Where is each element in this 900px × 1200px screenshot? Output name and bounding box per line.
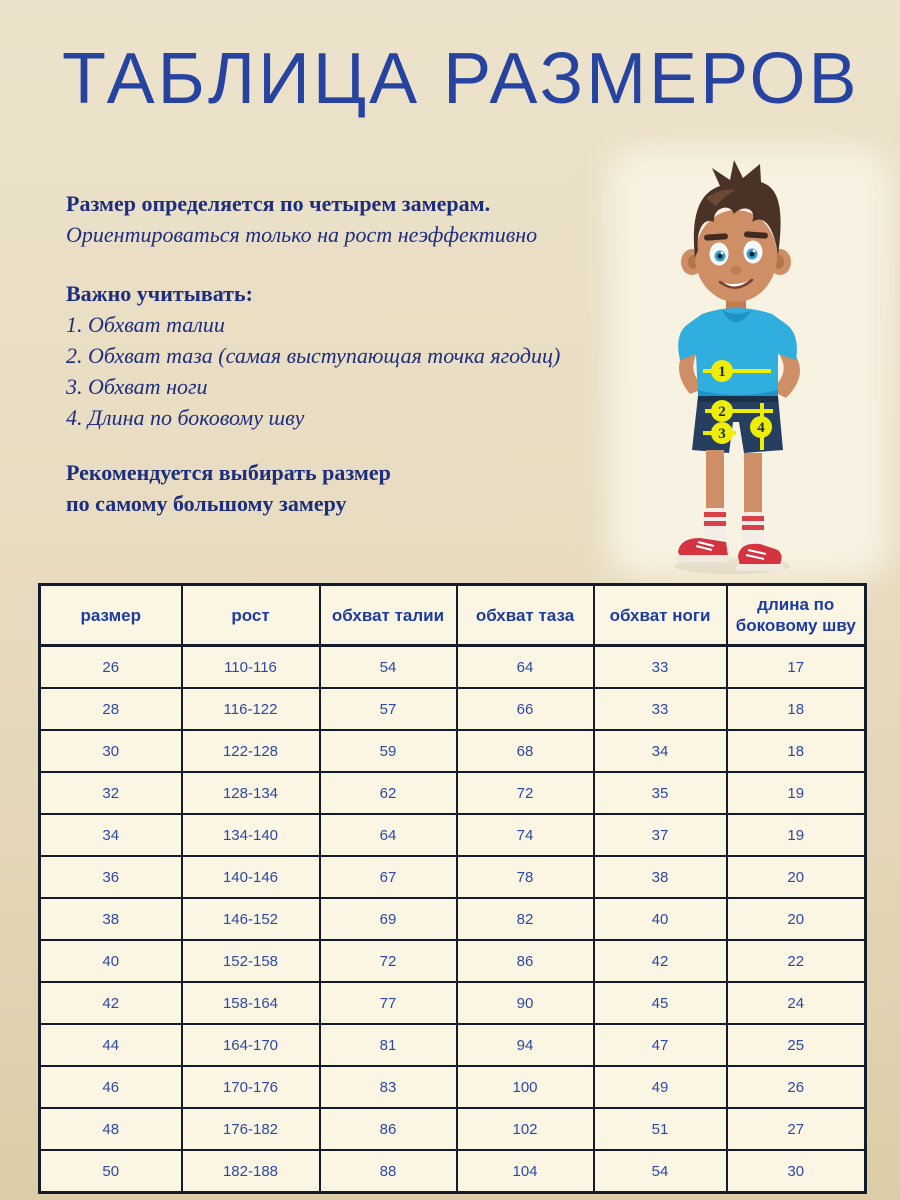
table-cell: 94	[457, 1024, 594, 1066]
table-cell: 50	[40, 1150, 182, 1193]
table-cell: 134-140	[182, 814, 320, 856]
table-cell: 38	[594, 856, 727, 898]
table-row	[40, 1066, 866, 1108]
table-cell: 110-116	[182, 646, 320, 689]
boy-shorts-waistband	[698, 396, 778, 402]
table-cell: 86	[320, 1108, 457, 1150]
table-cell: 18	[727, 730, 866, 772]
boy-right-eye-highlight	[753, 250, 756, 253]
table-row	[40, 1150, 866, 1193]
header-height: рост	[182, 585, 320, 646]
table-cell: 77	[320, 982, 457, 1024]
boy-left-eye-highlight	[721, 252, 724, 255]
table-cell: 46	[40, 1066, 182, 1108]
table-cell: 42	[40, 982, 182, 1024]
table-cell: 48	[40, 1108, 182, 1150]
table-cell: 17	[727, 646, 866, 689]
table-row	[40, 982, 866, 1024]
table-cell: 24	[727, 982, 866, 1024]
table-cell: 88	[320, 1150, 457, 1193]
leg-marker-label: 3	[718, 426, 726, 442]
table-cell: 32	[40, 772, 182, 814]
table-cell: 67	[320, 856, 457, 898]
table-row	[40, 898, 866, 940]
table-cell: 37	[594, 814, 727, 856]
table-cell: 34	[40, 814, 182, 856]
measurement-list	[66, 309, 626, 433]
header-size: размер	[40, 585, 182, 646]
table-cell: 68	[457, 730, 594, 772]
table-cell: 74	[457, 814, 594, 856]
boy-left-sock-stripe-2	[704, 521, 726, 526]
important-heading: Важно учитывать:	[66, 281, 253, 306]
boy-right-sock-stripe-1	[742, 516, 764, 521]
table-cell: 128-134	[182, 772, 320, 814]
side-seam-marker-label: 4	[757, 420, 765, 436]
table-cell: 69	[320, 898, 457, 940]
table-cell: 59	[320, 730, 457, 772]
table-cell: 30	[727, 1150, 866, 1193]
measurement-item-2: 2. Обхват таза (самая выступающая точка ягодиц)	[66, 343, 561, 368]
table-cell: 182-188	[182, 1150, 320, 1193]
table-cell: 66	[457, 688, 594, 730]
table-cell: 54	[594, 1150, 727, 1193]
size-table-body	[40, 646, 866, 1193]
table-row	[40, 646, 866, 689]
table-cell: 78	[457, 856, 594, 898]
table-cell: 81	[320, 1024, 457, 1066]
measurement-item-4: 4. Длина по боковому шву	[66, 405, 305, 430]
table-cell: 20	[727, 898, 866, 940]
table-cell: 104	[457, 1150, 594, 1193]
table-cell: 19	[727, 772, 866, 814]
table-cell: 170-176	[182, 1066, 320, 1108]
header-hips: обхват таза	[457, 585, 594, 646]
table-cell: 72	[457, 772, 594, 814]
waist-marker-label: 1	[718, 364, 726, 380]
table-cell: 90	[457, 982, 594, 1024]
table-cell: 158-164	[182, 982, 320, 1024]
table-cell: 54	[320, 646, 457, 689]
table-cell: 33	[594, 688, 727, 730]
table-cell: 49	[594, 1066, 727, 1108]
table-cell: 26	[727, 1066, 866, 1108]
table-cell: 35	[594, 772, 727, 814]
table-cell: 64	[320, 814, 457, 856]
table-cell: 33	[594, 646, 727, 689]
table-row	[40, 940, 866, 982]
table-cell: 102	[457, 1108, 594, 1150]
table-cell: 100	[457, 1066, 594, 1108]
table-cell: 42	[594, 940, 727, 982]
measurement-item-1: 1. Обхват талии	[66, 312, 225, 337]
table-cell: 164-170	[182, 1024, 320, 1066]
table-row	[40, 772, 866, 814]
table-cell: 45	[594, 982, 727, 1024]
table-cell: 152-158	[182, 940, 320, 982]
intro-text-block	[66, 188, 626, 519]
table-cell: 64	[457, 646, 594, 689]
table-cell: 25	[727, 1024, 866, 1066]
table-cell: 86	[457, 940, 594, 982]
table-cell: 57	[320, 688, 457, 730]
table-cell: 28	[40, 688, 182, 730]
size-table	[38, 583, 867, 1194]
recommendation-line-2: по самому большому замеру	[66, 491, 347, 516]
table-row	[40, 814, 866, 856]
table-cell: 36	[40, 856, 182, 898]
header-waist: обхват талии	[320, 585, 457, 646]
table-row	[40, 1024, 866, 1066]
table-cell: 26	[40, 646, 182, 689]
table-cell: 20	[727, 856, 866, 898]
page-title: ТАБЛИЦА РАЗМЕРОВ	[62, 39, 860, 119]
table-cell: 27	[727, 1108, 866, 1150]
table-cell: 140-146	[182, 856, 320, 898]
table-cell: 38	[40, 898, 182, 940]
table-row	[40, 730, 866, 772]
table-row	[40, 688, 866, 730]
boy-left-sock-stripe-1	[704, 512, 726, 517]
table-cell: 51	[594, 1108, 727, 1150]
table-cell: 122-128	[182, 730, 320, 772]
hips-marker-label: 2	[718, 404, 726, 420]
table-cell: 47	[594, 1024, 727, 1066]
header-leg: обхват ноги	[594, 585, 727, 646]
table-cell: 72	[320, 940, 457, 982]
size-table-header	[40, 585, 866, 646]
table-cell: 82	[457, 898, 594, 940]
table-cell: 146-152	[182, 898, 320, 940]
table-cell: 116-122	[182, 688, 320, 730]
table-cell: 30	[40, 730, 182, 772]
header-row	[40, 585, 866, 646]
table-row	[40, 1108, 866, 1150]
table-cell: 44	[40, 1024, 182, 1066]
boy-right-shoe-sole	[736, 564, 784, 571]
table-cell: 18	[727, 688, 866, 730]
boy-nose	[731, 266, 742, 275]
boy-right-sock-stripe-2	[742, 525, 764, 530]
boy-illustration	[640, 150, 900, 580]
recommendation-line-1: Рекомендуется выбирать размер	[66, 460, 391, 485]
table-cell: 176-182	[182, 1108, 320, 1150]
header-side-seam: длина по боковому шву	[727, 585, 866, 646]
measurement-item-3: 3. Обхват ноги	[66, 374, 208, 399]
table-cell: 34	[594, 730, 727, 772]
intro-italic-line: Ориентироваться только на рост неэффективно	[66, 222, 538, 247]
boy-left-shoe-sole	[676, 555, 730, 562]
table-cell: 19	[727, 814, 866, 856]
table-cell: 62	[320, 772, 457, 814]
table-cell: 40	[40, 940, 182, 982]
table-cell: 83	[320, 1066, 457, 1108]
table-cell: 40	[594, 898, 727, 940]
table-cell: 22	[727, 940, 866, 982]
table-row	[40, 856, 866, 898]
intro-bold-line: Размер определяется по четырем замерам.	[66, 191, 491, 216]
